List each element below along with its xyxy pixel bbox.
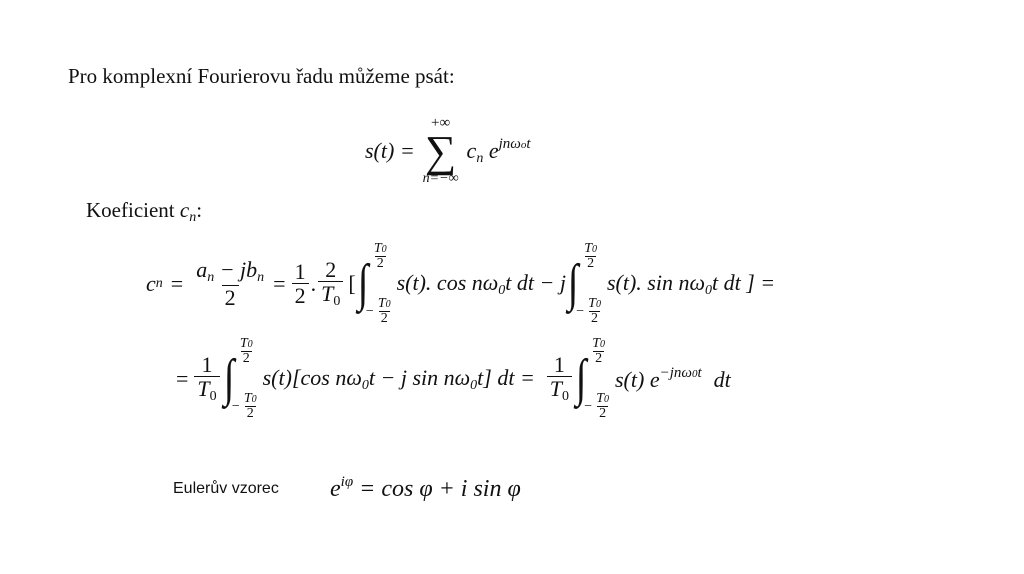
lim3-upper-den: 2 [242, 351, 250, 366]
intro-text: Pro komplexní Fourierovu řadu můžeme psát: [68, 64, 455, 88]
eq2-exp-tail: t [697, 365, 702, 381]
int1-body: s(t). cos nω [396, 269, 499, 295]
sum-lower-limit: n=−∞ [422, 171, 459, 187]
f3-num: 2 [325, 257, 337, 283]
eq2-body2: s(t) e [615, 367, 660, 392]
lim3-upper-T: T [239, 336, 248, 351]
f1-num-a: a [196, 256, 208, 282]
f1-num-a-sub: n [207, 269, 215, 285]
term-exp-tail: t [526, 135, 531, 152]
coef-label-text: Koeficient [86, 198, 175, 222]
eq1-equals-2: = [273, 271, 286, 296]
lim3-lower-sub: 0 [251, 394, 257, 405]
lim3-lower-den: 2 [246, 406, 254, 421]
integral-limits-2 [576, 242, 605, 326]
coef-colon: : [196, 198, 203, 222]
integral-limits [366, 242, 395, 326]
lim-upper-sub: 0 [381, 244, 387, 255]
lim4-lower-sub: 0 [604, 394, 609, 405]
eq2-f-den-sub: 0 [209, 389, 217, 405]
int1-tail: t dt − j [505, 269, 566, 295]
f1-den: 2 [222, 285, 239, 310]
fraction-2-over-T0 [318, 258, 343, 309]
eq2-body2-tail: dt [713, 367, 731, 392]
lim4-upper-sub: 0 [600, 339, 606, 350]
euler-label: Eulerův vzorec [173, 480, 279, 497]
eq1-dot: . [310, 271, 317, 296]
lim2-upper-den: 2 [587, 256, 595, 271]
eq2-body: s(t)[cos nω [262, 364, 362, 390]
integral-sign-2: ∫ [567, 255, 579, 312]
series-lhs: s(t) = [365, 138, 415, 163]
integral-sign-4: ∫ [575, 350, 587, 407]
lim4-lower-minus: − [584, 398, 593, 414]
eq2-equals: = [176, 366, 189, 391]
integral-sign: ∫ [357, 255, 369, 312]
eq1-equals: = [170, 271, 184, 296]
f1-num-b-sub: n [257, 269, 265, 285]
eq2-body-sub2: 0 [470, 377, 478, 393]
equation-line-1 [146, 240, 775, 328]
euler-exp: iφ [340, 474, 354, 490]
term-exponent [499, 136, 531, 152]
term-exp-sub: o [520, 138, 527, 151]
euler-rest: = cos φ + i sin φ [353, 476, 521, 502]
lim2-lower-sub: 0 [595, 299, 601, 310]
sum-operator [423, 116, 459, 187]
f2-num: 1 [294, 258, 306, 284]
lim3-lower-T: T [243, 391, 252, 406]
eq2-body2-exponent [660, 365, 702, 381]
term-exp: jnω [498, 135, 521, 152]
lim-lower-den: 2 [380, 311, 388, 326]
sum-upper-limit: +∞ [431, 114, 451, 131]
coef-symbol: c [179, 198, 190, 222]
lim2-lower-minus: − [576, 303, 585, 319]
eq2-body-sub: 0 [361, 377, 369, 393]
int1-sub: 0 [498, 282, 506, 298]
lim-upper-den: 2 [376, 256, 384, 271]
lim2-upper-sub: 0 [591, 244, 597, 255]
integral-4 [574, 337, 613, 421]
integral-limits-4 [584, 337, 613, 421]
series-formula [365, 112, 531, 190]
int2-body: s(t). sin nω [606, 269, 705, 295]
lim-lower-minus: − [365, 303, 374, 319]
lim-lower-sub: 0 [385, 299, 391, 310]
integral-3 [222, 337, 261, 421]
integral-1 [356, 242, 395, 326]
lim3-lower-minus: − [231, 398, 240, 414]
int2-sub: 0 [704, 282, 712, 298]
lim4-lower-T: T [596, 391, 604, 406]
lim2-lower-den: 2 [591, 311, 599, 326]
eq2-f2-den-sub: 0 [562, 389, 570, 405]
eq1-lhs-sub: n [155, 276, 163, 291]
f3-den-sub: 0 [333, 294, 341, 310]
fraction-1-over-T0-b [547, 353, 572, 404]
f3-den-T: T [321, 281, 334, 307]
eq2-f2-den-T: T [549, 376, 563, 402]
lim2-upper-T: T [584, 241, 592, 256]
eq2-body-mid: t − j sin nω [368, 364, 471, 390]
lim4-upper-den: 2 [595, 351, 603, 366]
int2-tail: t dt ] = [711, 269, 776, 295]
lim-upper-T: T [373, 241, 382, 256]
eq2-body-tail: t] dt = [477, 364, 535, 390]
fraction-1-over-T0 [194, 353, 219, 404]
term-e: e [488, 137, 499, 163]
lim-lower-T: T [377, 296, 386, 311]
lim2-lower-T: T [588, 296, 596, 311]
series-term [467, 136, 531, 167]
term-c: c [466, 137, 477, 163]
eq1-lhs-c: c [146, 271, 156, 296]
term-c-sub: n [476, 150, 484, 166]
integral-sign-3: ∫ [223, 350, 235, 407]
eq2-exp-sub: 0 [691, 368, 698, 380]
bracket-open: [ [348, 271, 356, 296]
coefficient-label [86, 198, 202, 226]
lim4-upper-T: T [592, 336, 601, 351]
coef-sub: n [189, 210, 197, 225]
lim3-upper-sub: 0 [247, 339, 253, 350]
euler-e: e [330, 476, 341, 502]
equation-line-2 [176, 335, 731, 423]
fraction-an-bn [193, 258, 267, 311]
eq2-exp: −jnω [659, 365, 692, 381]
integral-limits-3 [232, 337, 261, 421]
euler-formula [330, 474, 521, 503]
integral-2 [566, 242, 605, 326]
lim4-lower-den: 2 [599, 406, 607, 421]
sum-symbol: ∑ [424, 126, 457, 176]
eq2-f2-num: 1 [553, 352, 565, 378]
eq2-f-den-T: T [197, 376, 210, 402]
f2-den: 2 [292, 283, 309, 308]
fraction-half [292, 260, 309, 308]
eq2-f-num: 1 [201, 352, 213, 378]
f1-num-mid: − jb [214, 256, 258, 282]
